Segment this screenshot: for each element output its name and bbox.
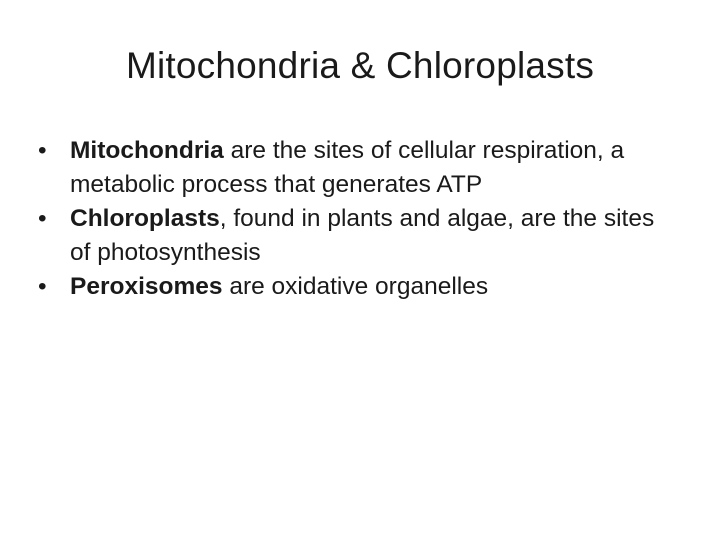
bullet-item-chloroplasts xyxy=(38,202,678,270)
slide-title: Mitochondria & Chloroplasts xyxy=(125,45,595,86)
bullet-item-peroxisomes xyxy=(38,270,678,304)
bullet-text: are oxidative organelles xyxy=(222,273,489,300)
bullet-marker: • xyxy=(38,205,47,232)
bullet-marker: • xyxy=(38,273,47,300)
bullet-marker: • xyxy=(38,137,47,164)
bullet-item-mitochondria xyxy=(38,134,678,202)
bullet-list xyxy=(38,134,678,304)
bullet-term: Peroxisomes xyxy=(70,273,223,300)
bullet-text: , found in plants and algae, are the sites of photosynthesis xyxy=(70,205,655,266)
bullet-term: Mitochondria xyxy=(70,137,224,164)
bullet-term: Chloroplasts xyxy=(70,205,220,232)
bullet-text: are the sites of cellular respiration, a metabolic process that generates ATP xyxy=(70,137,625,198)
